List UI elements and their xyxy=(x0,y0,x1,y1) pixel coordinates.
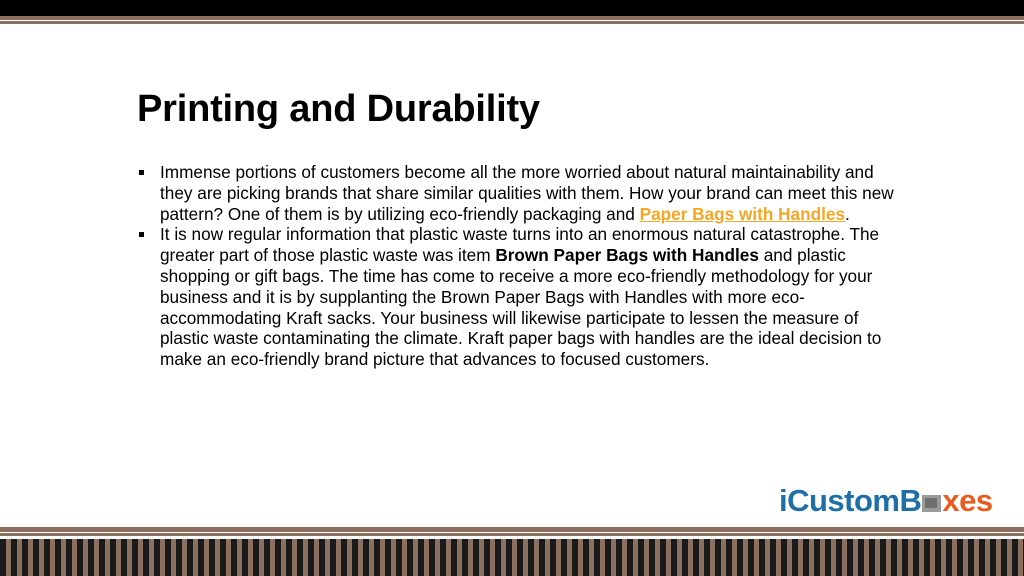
slide-title: Printing and Durability xyxy=(137,88,540,130)
bottom-striped-border xyxy=(0,539,1024,576)
top-border-stripe xyxy=(0,16,1024,20)
bullet-text: Immense portions of customers become all the more worried about natural maintainability and they are picking brands that share similar qualities with them. How your brand can meet this new pattern? One of them is by utilizing eco-friendly packaging and xyxy=(160,162,894,224)
bullet-item xyxy=(137,224,897,370)
bullet-text-end: and plastic shopping or gift bags. The time has come to receive a more eco-friendly methodology for your business and it is by supplanting the Brown Paper Bags with Handles with more eco-accommodating Kraft sacks. Your business will likewise participate to lessen the measure of plastic waste contaminating the climate. Kraft paper bags with handles are the ideal decision to make an eco-friendly brand picture that advances to focused customers. xyxy=(160,245,882,370)
logo-text-part1: iCustomB xyxy=(779,483,922,518)
top-border-bar xyxy=(0,0,1024,16)
bottom-border-stripe-thin xyxy=(0,533,1024,536)
paper-bags-link[interactable]: Paper Bags with Handles xyxy=(639,203,845,224)
bullet-text-end: . xyxy=(844,203,850,224)
top-border-stripe-thin xyxy=(0,21,1024,24)
bullet-item xyxy=(137,162,897,224)
icustomboxes-logo xyxy=(779,483,993,519)
bullet-list xyxy=(137,162,897,370)
bold-phrase: Brown Paper Bags with Handles xyxy=(495,245,759,266)
bullet-text: It is now regular information that plastic waste turns into an enormous natural catastrophe. The greater part of those plastic waste was item xyxy=(160,224,880,266)
square-bullet-icon xyxy=(139,170,144,175)
logo-box-icon xyxy=(922,495,941,512)
square-bullet-icon xyxy=(139,232,144,237)
logo-text-part2: xes xyxy=(942,483,993,518)
bottom-border-stripe xyxy=(0,527,1024,532)
